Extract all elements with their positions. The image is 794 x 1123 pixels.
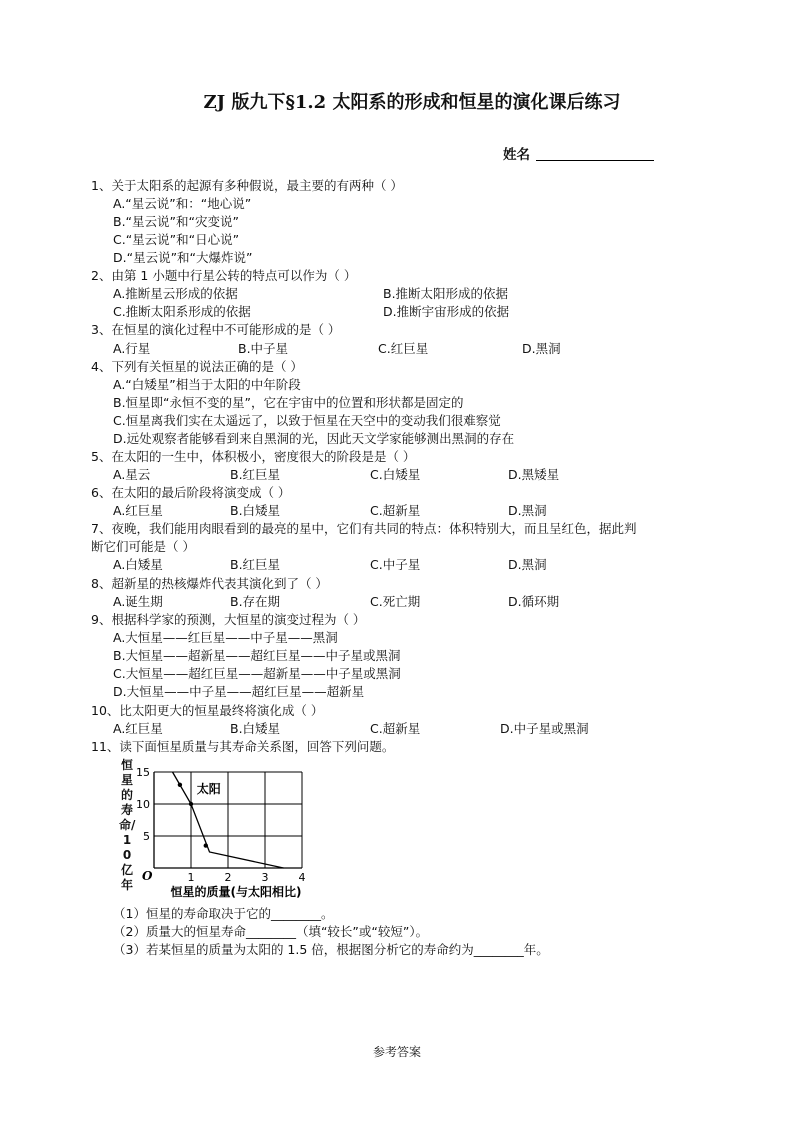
name-label: 姓名	[503, 147, 530, 163]
q3-option-c: C.红巨星	[378, 341, 429, 356]
q6-option-b: B.白矮星	[230, 503, 281, 518]
q10-option-d: D.中子星或黑洞	[500, 721, 589, 736]
x-tick-label: 3	[261, 871, 269, 884]
question-4-stem: 4、下列有关恒星的说法正确的是（ ）	[91, 359, 303, 374]
q9-option-a: A.大恒星——红巨星——中子星——黑洞	[113, 630, 338, 645]
question-11-stem: 11、读下面恒星质量与其寿命关系图，回答下列问题。	[91, 739, 395, 754]
q4-option-b: B.恒星即“永恒不变的星”，它在宇宙中的位置和形状都是固定的	[113, 395, 464, 410]
subquestion-1: （1）恒星的寿命取决于它的________。	[113, 906, 334, 921]
q2-option-a: A.推断星云形成的依据	[113, 286, 238, 301]
q5-option-c: C.白矮星	[370, 467, 421, 482]
sun-annotation: 太阳	[196, 782, 221, 797]
y-tick-label: 5	[143, 830, 150, 843]
page-title: ZJ 版九下§1.2 太阳系的形成和恒星的演化课后练习	[203, 92, 621, 113]
chart-ylabel: 恒星的寿命/10亿年	[119, 758, 136, 892]
x-axis-label: 恒星的质量(与太阳相比)	[170, 885, 302, 899]
question-9-stem: 9、根据科学家的预测，大恒星的演变过程为（ ）	[91, 612, 366, 627]
q3-option-d: D.黑洞	[522, 341, 561, 356]
q7-option-a: A.白矮星	[113, 557, 163, 572]
q9-option-c: C.大恒星——超红巨星——超新星——中子星或黑洞	[113, 666, 401, 681]
q1-option-c: C.“星云说”和“日心说”	[113, 232, 240, 247]
y-tick-label: 15	[136, 766, 150, 779]
question-7-stem-cont: 断它们可能是（ ）	[91, 539, 195, 554]
q6-option-c: C.超新星	[370, 503, 421, 518]
q1-option-d: D.“星云说”和“大爆炸说”	[113, 250, 253, 265]
origin-label: O	[142, 869, 153, 883]
q10-option-c: C.超新星	[370, 721, 421, 736]
question-10-stem: 10、比太阳更大的恒星最终将演化成（ ）	[91, 703, 324, 718]
q4-option-c: C.恒星离我们实在太遥远了，以致于恒星在天空中的变动我们很难察觉	[113, 413, 501, 428]
q8-option-c: C.死亡期	[370, 594, 421, 609]
q3-option-b: B.中子星	[238, 341, 289, 356]
q10-option-a: A.红巨星	[113, 721, 163, 736]
x-tick-label: 4	[298, 871, 306, 884]
q9-option-d: D.大恒星——中子星——超红巨星——超新星	[113, 684, 365, 699]
q4-option-a: A.“白矮星”相当于太阳的中年阶段	[113, 377, 301, 392]
question-5-stem: 5、在太阳的一生中，体积极小，密度很大的阶段是是（ ）	[91, 449, 416, 464]
question-6-stem: 6、在太阳的最后阶段将演变成（ ）	[91, 485, 291, 500]
q5-option-a: A.星云	[113, 467, 151, 482]
question-3-stem: 3、在恒星的演化过程中不可能形成的是（ ）	[91, 322, 341, 337]
data-point	[189, 802, 193, 806]
q7-option-b: B.红巨星	[230, 557, 281, 572]
q1-option-a: A.“星云说”和：“地心说”	[113, 196, 252, 211]
question-8-stem: 8、超新星的热核爆炸代表其演化到了（ ）	[91, 576, 328, 591]
q6-option-d: D.黑洞	[508, 503, 547, 518]
q1-option-b: B.“星云说”和“灾变说”	[113, 214, 239, 229]
q5-option-d: D.黑矮星	[508, 467, 560, 482]
answers-title: 参考答案	[372, 1045, 421, 1059]
subquestion-3: （3）若某恒星的质量为太阳的 1.5 倍，根据图分析它的寿命约为________年。	[113, 942, 549, 957]
x-tick-label: 2	[224, 871, 232, 884]
q3-option-a: A.行星	[113, 341, 151, 356]
q2-option-b: B.推断太阳形成的依据	[383, 286, 509, 301]
q4-option-d: D.远处观察者能够看到来自黑洞的光，因此天文学家能够测出黑洞的存在	[113, 431, 515, 446]
q9-option-b: B.大恒星——超新星——超红巨星——中子星或黑洞	[113, 648, 401, 663]
y-tick-label: 10	[136, 798, 150, 811]
question-7-stem: 7、夜晚，我们能用肉眼看到的最亮的星中，它们有共同的特点：体积特别大，而且呈红色，据此判	[91, 521, 637, 536]
question-2-stem: 2、由第 1 小题中行星公转的特点可以作为（ ）	[91, 268, 357, 283]
q8-option-b: B.存在期	[230, 594, 281, 609]
question-1-stem: 1、关于太阳系的起源有多种假说，最主要的有两种（ ）	[91, 178, 403, 193]
q10-option-b: B.白矮星	[230, 721, 281, 736]
q2-option-d: D.推断宇宙形成的依据	[383, 304, 510, 319]
q8-option-a: A.诞生期	[113, 594, 163, 609]
x-tick-label: 1	[187, 871, 195, 884]
q5-option-b: B.红巨星	[230, 467, 281, 482]
q7-option-c: C.中子星	[370, 557, 421, 572]
q8-option-d: D.循环期	[508, 594, 560, 609]
data-point	[178, 783, 182, 787]
q6-option-a: A.红巨星	[113, 503, 163, 518]
q7-option-d: D.黑洞	[508, 557, 547, 572]
data-point	[204, 843, 208, 847]
q2-option-c: C.推断太阳系形成的依据	[113, 304, 251, 319]
subquestion-2: （2）质量大的恒星寿命________（填“较长”或“较短”）。	[113, 924, 429, 939]
